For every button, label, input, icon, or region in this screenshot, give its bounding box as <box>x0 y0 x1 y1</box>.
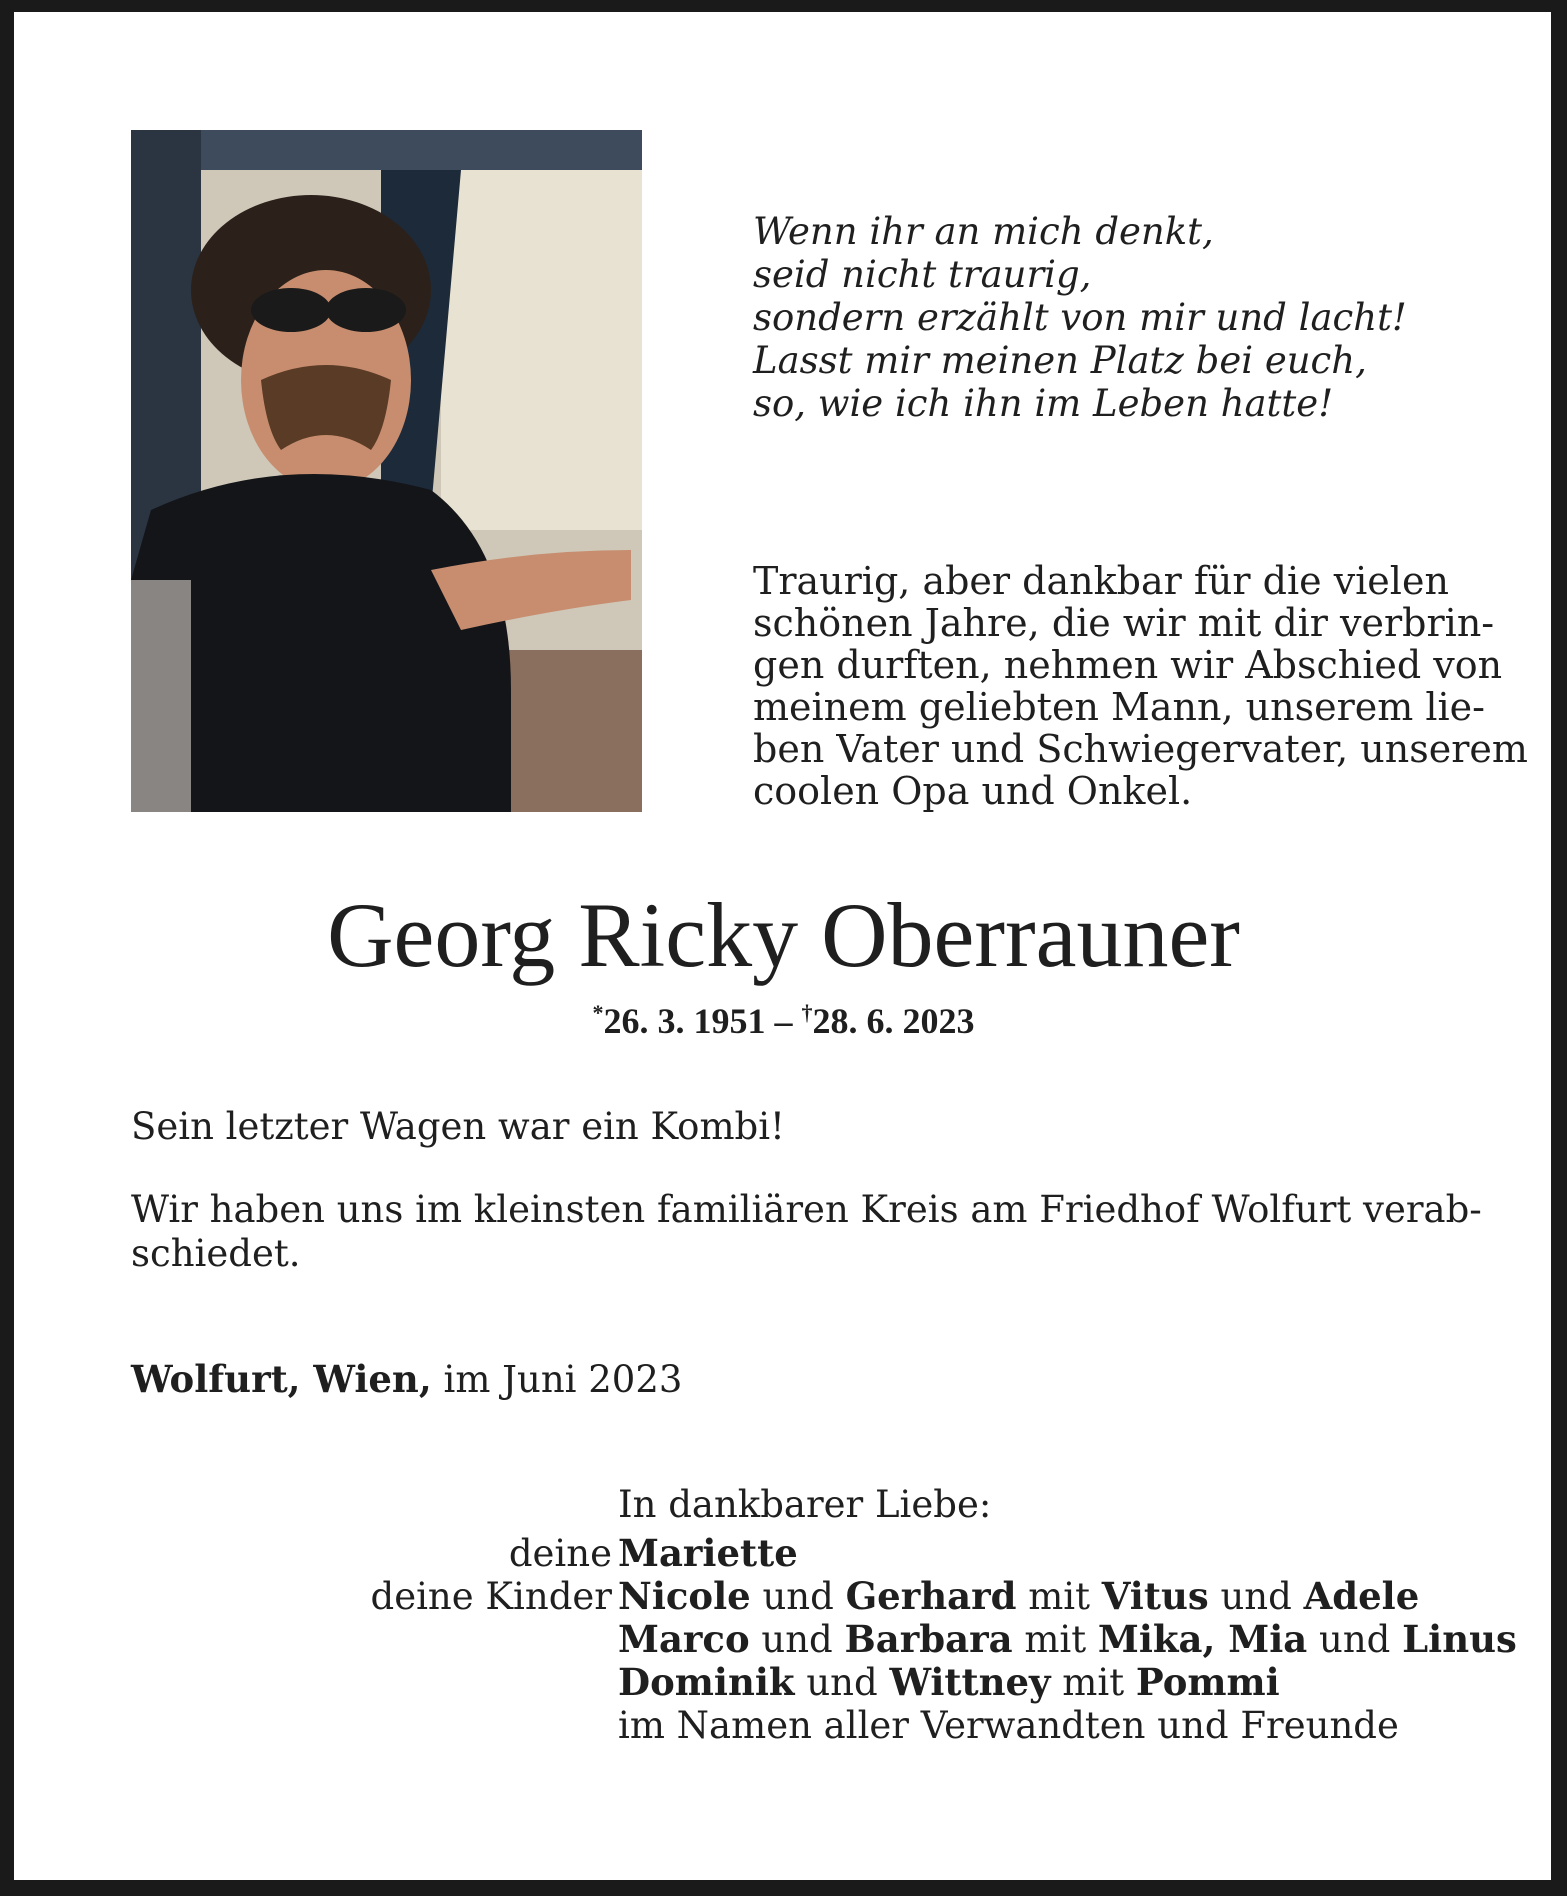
family-member: Vitus <box>1101 1574 1209 1618</box>
connector-text: und <box>794 1661 890 1704</box>
intro-line: meinem geliebten Mann, unserem lie- <box>753 685 1486 729</box>
connector-text: und <box>1208 1575 1304 1618</box>
life-dates <box>0 1000 1567 1042</box>
family-member: Linus <box>1402 1617 1517 1661</box>
family-member: Mika, Mia <box>1097 1617 1308 1661</box>
paragraph-line: Wir haben uns im kleinsten familiären Kreis am Friedhof Wolfurt verab- <box>131 1188 1482 1231</box>
family-member: Wittney <box>889 1660 1051 1704</box>
death-symbol: † <box>801 1000 813 1025</box>
family-row <box>0 1618 1567 1661</box>
family-list <box>0 1532 1567 1747</box>
portrait-photo <box>131 130 642 812</box>
poem-line: sondern erzählt von mir und lacht! <box>753 296 1407 339</box>
family-member: Adele <box>1303 1574 1420 1618</box>
date-separator: – <box>765 1001 802 1041</box>
poem <box>753 210 1407 425</box>
connector-text: mit <box>1050 1661 1136 1704</box>
family-row <box>0 1661 1567 1704</box>
deceased-name: Georg Ricky Oberrauner <box>327 884 1240 986</box>
family-member: Pommi <box>1135 1660 1280 1704</box>
family-label: deine Kinder <box>370 1575 612 1618</box>
poem-line: Lasst mir meinen Platz bei euch, <box>753 339 1367 382</box>
birth-symbol: * <box>592 1000 604 1025</box>
poem-line: so, wie ich ihn im Leben hatte! <box>753 382 1334 425</box>
family-member: Dominik <box>618 1660 795 1704</box>
family-member: Nicole <box>618 1574 751 1618</box>
connector-text: mit <box>1016 1575 1102 1618</box>
family-row-wife <box>0 1532 1567 1575</box>
death-date: 28. 6. 2023 <box>812 1001 975 1041</box>
intro-line: ben Vater und Schwiegervater, unserem <box>753 727 1528 771</box>
family-row-closing <box>0 1704 1567 1747</box>
paragraph-farewell <box>131 1188 1482 1276</box>
family-member: Gerhard <box>845 1574 1017 1618</box>
intro-line: gen durften, nehmen wir Abschied von <box>753 643 1503 687</box>
family-label: deine <box>508 1532 612 1575</box>
paragraph-line: schiedet. <box>131 1232 301 1275</box>
paragraph-kombi: Sein letzter Wagen war ein Kombi! <box>131 1105 785 1148</box>
family-member: Mariette <box>618 1531 798 1575</box>
poem-line: Wenn ihr an mich denkt, <box>753 210 1214 253</box>
signoff-heading: In dankbarer Liebe: <box>618 1483 992 1526</box>
family-row-children <box>0 1575 1567 1618</box>
family-member: Barbara <box>844 1617 1013 1661</box>
place-names: Wolfurt, Wien, <box>131 1357 432 1401</box>
place-date <box>131 1357 682 1402</box>
poem-line: seid nicht traurig, <box>753 253 1092 296</box>
month-year: im Juni 2023 <box>431 1358 683 1401</box>
intro-text <box>753 559 1528 813</box>
connector-text: und <box>750 1575 846 1618</box>
intro-line: Traurig, aber dankbar für die vielen <box>753 559 1449 603</box>
intro-line: schönen Jahre, die wir mit dir verbrin- <box>753 601 1495 645</box>
connector-text: und <box>1307 1618 1403 1661</box>
birth-date: 26. 3. 1951 <box>603 1001 766 1041</box>
connector-text: und <box>749 1618 845 1661</box>
closing-line: im Namen aller Verwandten und Freunde <box>618 1704 1399 1747</box>
family-member: Marco <box>618 1617 750 1661</box>
connector-text: mit <box>1012 1618 1098 1661</box>
intro-line: coolen Opa und Onkel. <box>753 769 1193 813</box>
